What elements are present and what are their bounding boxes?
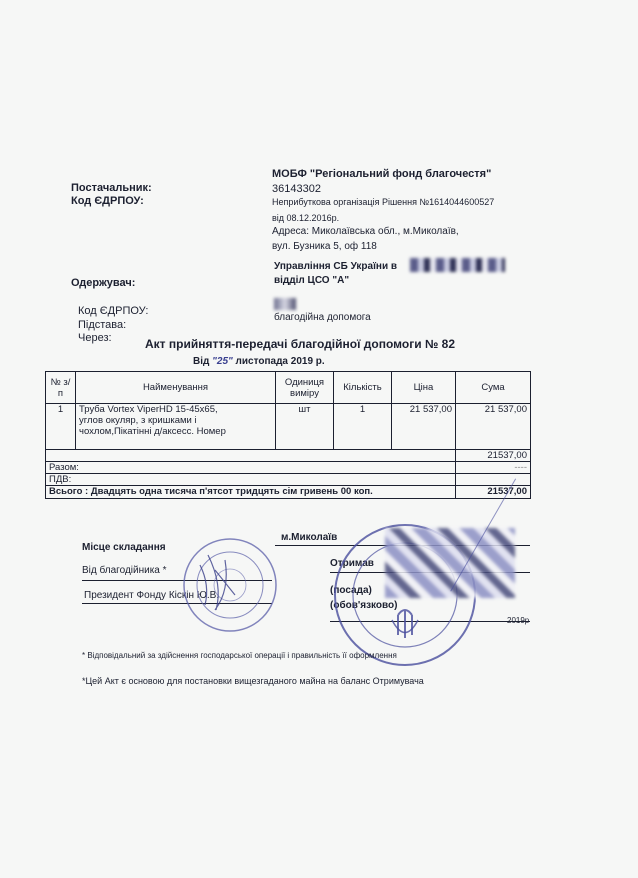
row-price: 21 537,00: [392, 404, 456, 450]
vat-label: ПДВ:: [46, 474, 456, 486]
grand-total-value: 21537,00: [456, 486, 531, 499]
row-qty: 1: [334, 404, 392, 450]
col-header: № з/п: [46, 372, 76, 404]
supplier-line: від 08.12.2016р.: [272, 213, 340, 223]
row-name-line: Труба Vortex ViperHD 15-45х65,: [79, 404, 218, 415]
basis-label: Підстава:: [78, 319, 127, 331]
total-row: [46, 462, 531, 474]
via-label: Через:: [78, 332, 112, 344]
table-header-row: [46, 372, 531, 404]
recipient-line: Управління СБ України в: [274, 261, 398, 272]
footnote: * Відповідальний за здійснення господарської операції і правильність її оформлення: [82, 651, 397, 660]
mandatory-label: (обов'язково): [330, 600, 398, 611]
from-donor-label: Від благодійника *: [82, 565, 167, 576]
row-number: 1: [46, 404, 76, 450]
col-header: Кількість: [334, 372, 392, 404]
supplier-name: МОБФ "Регіональний фонд благочестя": [272, 168, 492, 180]
col-header: Одиниця виміру: [276, 372, 334, 404]
total-value: ----: [456, 462, 531, 474]
fund-seal: [180, 535, 280, 635]
grand-total-label: Всього : Двадцять одна тисяча п'ятсот тридцять сім гривень 00 коп.: [46, 486, 456, 499]
row-sum: 21 537,00: [456, 404, 531, 450]
redaction-mosaic: [410, 258, 505, 272]
supplier-edrpou-label: Код ЄДРПОУ:: [71, 195, 144, 207]
recipient-edrpou-label: Код ЄДРПОУ:: [78, 305, 149, 317]
subtotal-row: [46, 450, 531, 462]
place-value: м.Миколаїв: [281, 532, 338, 543]
supplier-edrpou: 36143302: [272, 183, 321, 195]
supplier-line: Неприбуткова організація Рішення №1614044600527: [272, 197, 495, 207]
vat-row: [46, 474, 531, 486]
supplier-label: Постачальник:: [71, 182, 152, 194]
president-name: Президент Фонду Кіскін Ю.В.: [84, 590, 220, 601]
row-name-line: чохлом,Пікатінні д/аксесс. Номер: [79, 426, 226, 437]
supplier-line: вул. Бузника 5, оф 118: [272, 241, 377, 252]
recipient-line: відділ ЦСО "А": [274, 275, 350, 286]
table-row: [46, 404, 531, 450]
date-prefix: Від: [193, 356, 210, 367]
total-label: Разом:: [46, 462, 456, 474]
subtotal-value: 21537,00: [456, 450, 531, 462]
row-unit: шт: [276, 404, 334, 450]
footnote: *Цей Акт є основою для постановки вищезгаданого майна на баланс Отримувача: [82, 676, 424, 686]
basis-value: благодійна допомога: [274, 312, 371, 323]
redaction-mosaic: [274, 298, 296, 310]
row-name-line: углов окуляр, з кришками і: [79, 415, 197, 426]
document-date: [193, 356, 325, 367]
date-day: "25": [212, 356, 233, 367]
received-label: Отримав: [330, 558, 374, 569]
recipient-label: Одержувач:: [71, 277, 136, 289]
items-table: [45, 371, 531, 499]
year-suffix: 2019р: [507, 616, 530, 625]
col-header: Сума: [456, 372, 531, 404]
supplier-line: Адреса: Миколаївська обл., м.Миколаїв,: [272, 226, 459, 237]
place-label: Місце складання: [82, 542, 166, 553]
grand-total-row: [46, 486, 531, 499]
date-rest: листопада 2019 р.: [235, 356, 325, 367]
position-label: (посада): [330, 585, 372, 596]
col-header: Найменування: [76, 372, 276, 404]
document-title: Акт прийняття-передачі благодійної допомоги № 82: [145, 337, 455, 351]
col-header: Ціна: [392, 372, 456, 404]
row-name: [76, 404, 276, 450]
